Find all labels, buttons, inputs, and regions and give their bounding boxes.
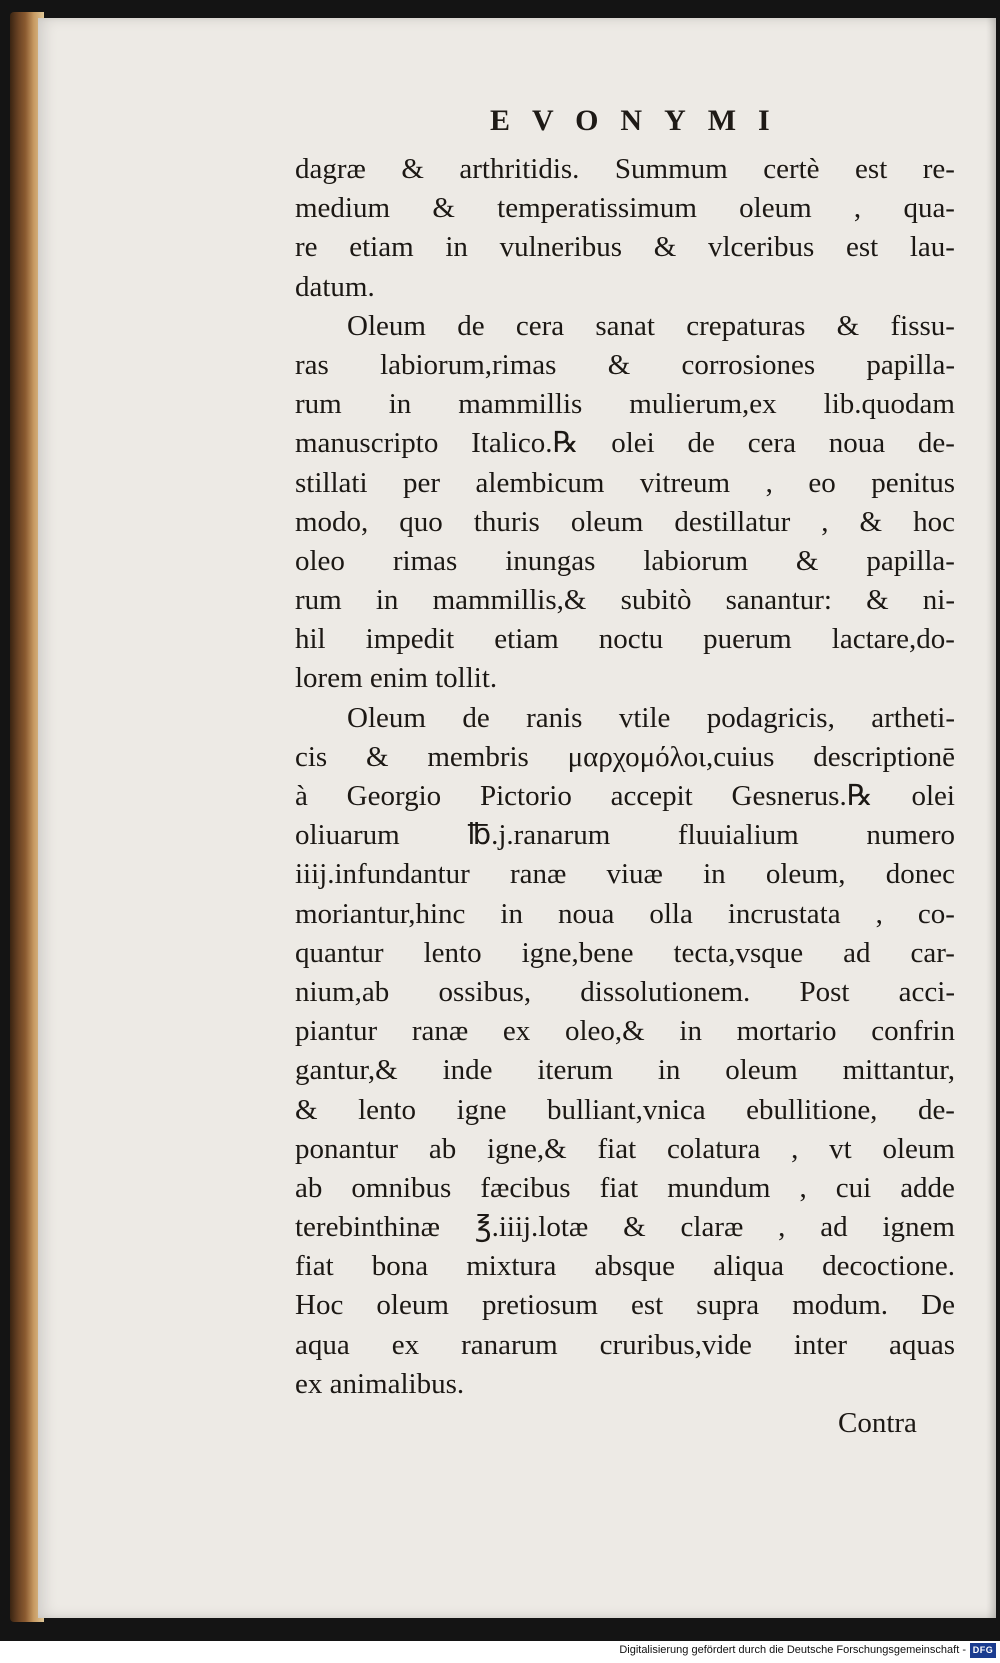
- text-line: medium & temperatissimum oleum , qua-: [295, 192, 955, 225]
- text-line: terebinthinæ ℥.iiij.lotæ & claræ , ad ignem: [295, 1211, 955, 1244]
- text-line: re etiam in vulneribus & vlceribus est lau-: [295, 231, 955, 264]
- dfg-logo: DFG: [970, 1643, 996, 1658]
- digitization-footer: [0, 1641, 1000, 1663]
- text-line: ex animalibus.: [295, 1367, 465, 1400]
- text-line: moriantur,hinc in noua olla incrustata , co-: [295, 897, 955, 930]
- text-line: à Georgio Pictorio accepit Gesnerus.℞ olei: [295, 780, 955, 812]
- text-line: Oleum de ranis vtile podagricis, artheti-: [347, 701, 955, 734]
- text-line: Hoc oleum pretiosum est supra modum. De: [295, 1289, 955, 1322]
- text-line: hil impedit etiam noctu puerum lactare,do-: [295, 623, 955, 656]
- text-line: dagræ & arthritidis. Summum certè est re-: [295, 153, 955, 185]
- text-line: modo, quo thuris oleum destillatur , & hoc: [295, 505, 955, 538]
- running-head: EVONYMI: [490, 104, 792, 137]
- text-line: ab omnibus fæcibus fiat mundum , cui adde: [295, 1171, 955, 1204]
- text-line: quantur lento igne,bene tecta,vsque ad car-: [295, 936, 955, 969]
- text-line: oliuarum ℔.j.ranarum fluuialium numero: [295, 819, 955, 852]
- text-line: aqua ex ranarum cruribus,vide inter aquas: [295, 1328, 955, 1361]
- text-line: rum in mammillis,& subitò sanantur: & ni-: [295, 584, 955, 617]
- text-line: datum.: [295, 270, 375, 303]
- text-line: oleo rimas inungas labiorum & papilla-: [295, 544, 955, 577]
- text-line: cis & membris μαρχομόλοι,cuius descriptionē: [295, 740, 955, 773]
- funding-credit: Digitalisierung gefördert durch die Deutsche Forschungsgemeinschaft -: [619, 1644, 966, 1656]
- text-line: ras labiorum,rimas & corrosiones papilla-: [295, 348, 955, 381]
- text-line: manuscripto Italico.℞ olei de cera noua de-: [295, 427, 955, 460]
- text-line: nium,ab ossibus, dissolutionem. Post acci-: [295, 975, 955, 1008]
- text-line: lorem enim tollit.: [295, 662, 498, 695]
- text-line: ponantur ab igne,& fiat colatura , vt oleum: [295, 1132, 955, 1165]
- text-line: gantur,& inde iterum in oleum mittantur,: [295, 1054, 955, 1087]
- text-line: Oleum de cera sanat crepaturas & fissu-: [347, 309, 955, 342]
- text-line: stillati per alembicum vitreum , eo penitus: [295, 466, 955, 499]
- catchword: Contra: [838, 1407, 917, 1439]
- text-line: rum in mammillis mulierum,ex lib.quodam: [295, 388, 955, 421]
- body-text: [295, 150, 955, 1404]
- text-line: piantur ranæ ex oleo,& in mortario confrin: [295, 1015, 955, 1048]
- text-line: iiij.infundantur ranæ viuæ in oleum, donec: [295, 858, 955, 891]
- page-gutter-shadow: [986, 18, 996, 1618]
- text-line: fiat bona mixtura absque aliqua decoctione.: [295, 1250, 955, 1283]
- text-line: & lento igne bulliant,vnica ebullitione, de-: [295, 1093, 955, 1126]
